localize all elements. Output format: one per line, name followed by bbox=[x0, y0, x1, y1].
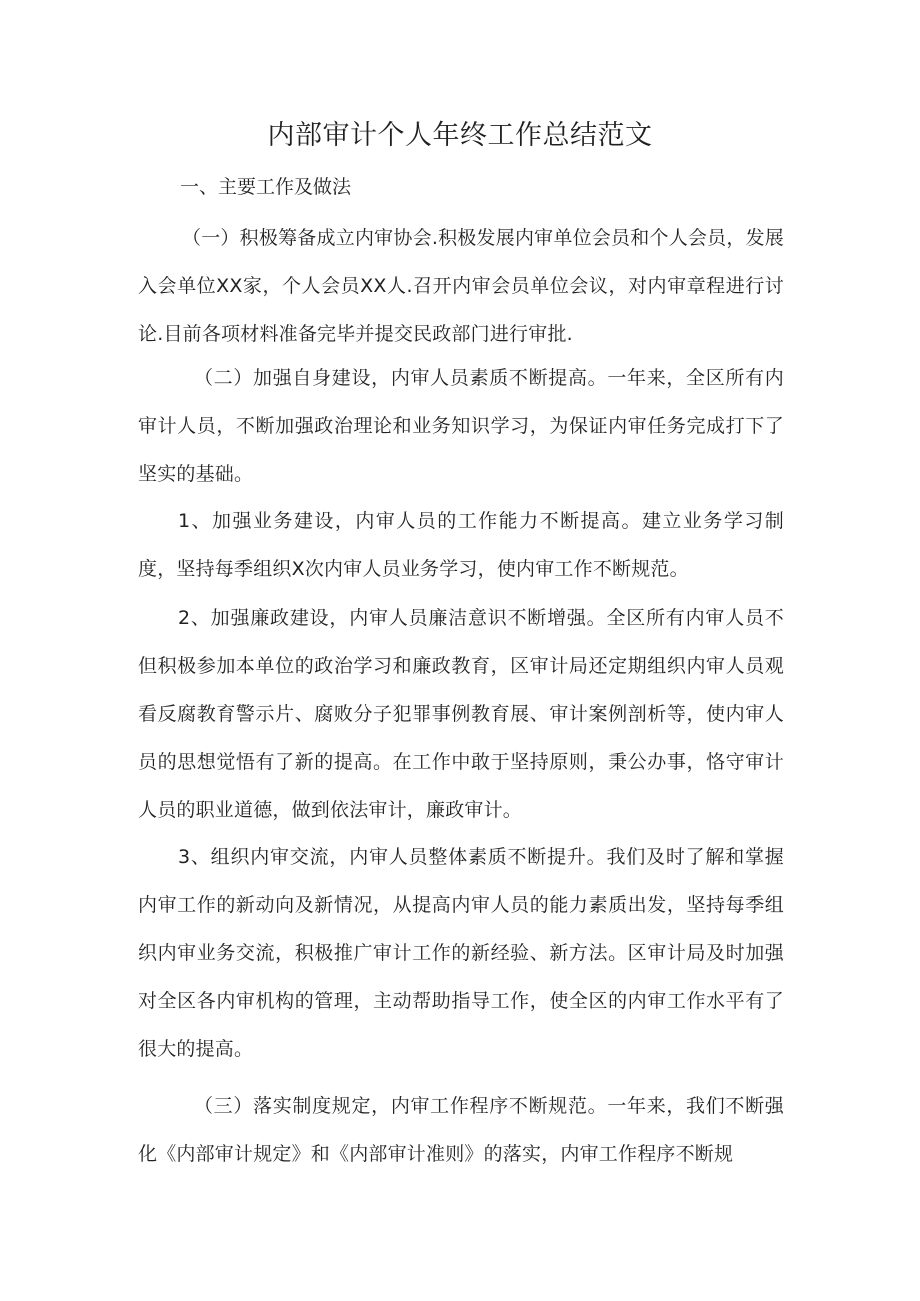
paragraph-5: 3、组织内审交流，内审人员整体素质不断提升。我们及时了解和掌握内审工作的新动向及新情况，从提高内审人员的能力素质出发，坚持每季组织内审业务交流，积极推广审计工作的新经验、新方法。区审计局及时加强对全区各内审机构的管理，主动帮助指导工作，使全区的内审工作水平有了很大的提高。 bbox=[138, 846, 784, 1060]
document-title: 内部审计个人年终工作总结范文 bbox=[267, 120, 653, 151]
paragraph-6: （三）落实制度规定，内审工作程序不断规范。一年来，我们不断强化《内部审计规定》和《内部审计准则》的落实，内审工作程序不断规 bbox=[138, 1095, 784, 1165]
section-heading: 一、主要工作及做法 bbox=[180, 176, 352, 198]
paragraph-4: 2、加强廉政建设，内审人员廉洁意识不断增强。全区所有内审人员不但积极参加本单位的政治学习和廉政教育，区审计局还定期组织内审人员观看反腐教育警示片、腐败分子犯罪事例教育展、审计案例剖析等，使内审人员的思想觉悟有了新的提高。在工作中敢于坚持原则，秉公办事，恪守审计人员的职业道德，做到依法审计，廉政审计。 bbox=[138, 607, 784, 821]
paragraph-1: （一）积极筹备成立内审协会.积极发展内审单位会员和个人会员，发展入会单位XX家，个人会员XX人.召开内审会员单位会议，对内审章程进行讨论.目前各项材料准备完毕并提交民政部门进行审批. bbox=[138, 227, 784, 345]
paragraph-3: 1、加强业务建设，内审人员的工作能力不断提高。建立业务学习制度，坚持每季组织X次内审人员业务学习，使内审工作不断规范。 bbox=[138, 510, 784, 580]
paragraph-2: （二）加强自身建设，内审人员素质不断提高。一年来，全区所有内审计人员，不断加强政治理论和业务知识学习，为保证内审任务完成打下了坚实的基础。 bbox=[138, 367, 784, 485]
